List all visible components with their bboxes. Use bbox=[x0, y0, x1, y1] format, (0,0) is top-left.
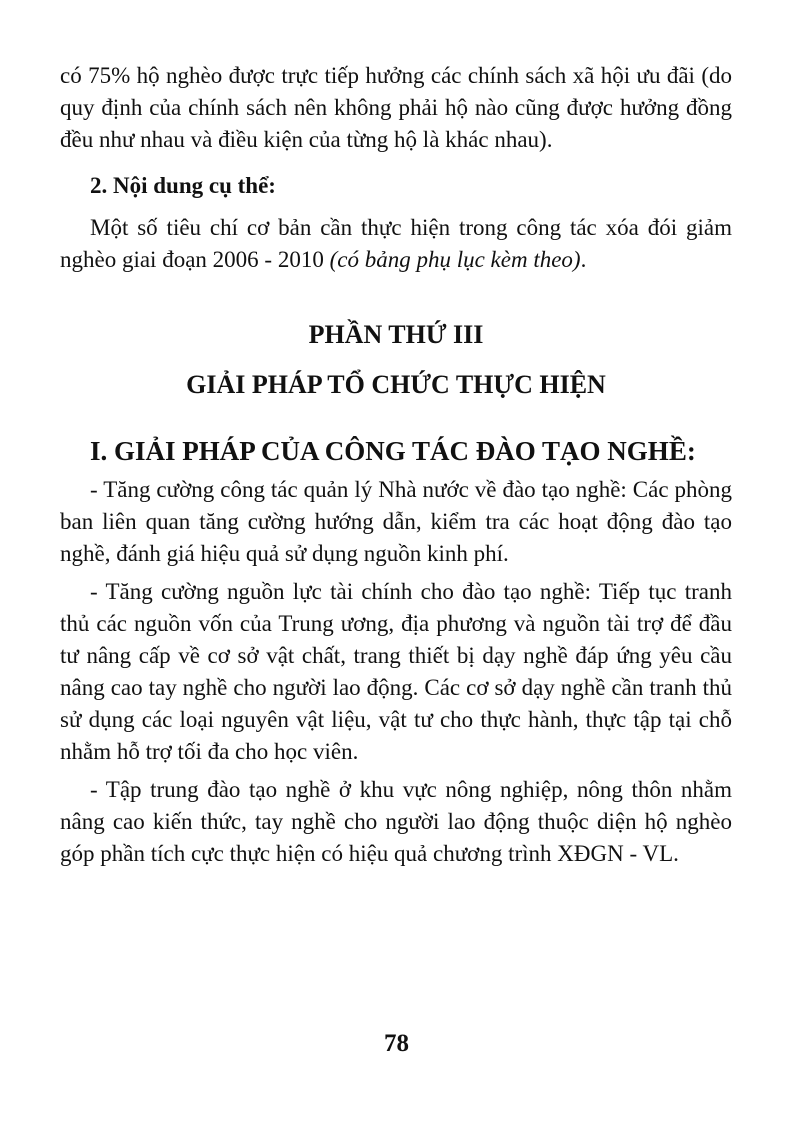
page-number: 78 bbox=[384, 1030, 409, 1057]
solution-paragraph-2: - Tăng cường nguồn lực tài chính cho đào tạo nghề: Tiếp tục tranh thủ các nguồn vốn của Trung ương, địa phương và nguồn tài trợ để đầu tư nâng cấp về cơ sở vật chất, trang thiết bị dạy nghề đáp ứng yêu cầu nâng cao tay nghề cho người lao động. Các cơ sở dạy nghề cần tranh thủ sử dụng các loại nguyên vật liệu, vật tư cho thực hành, thực tập tại chỗ nhằm hỗ trợ tối đa cho học viên. bbox=[60, 579, 732, 764]
section-title: I. GIẢI PHÁP CỦA CÔNG TÁC ĐÀO TẠO NGHỀ: bbox=[90, 436, 696, 466]
appendix-note: (có bảng phụ lục kèm theo) bbox=[329, 247, 581, 272]
solution-paragraph-3: - Tập trung đào tạo nghề ở khu vực nông nghiệp, nông thôn nhằm nâng cao kiến thức, tay nghề cho người lao động thuộc diện hộ nghèo góp phần tích cực thực hiện có hiệu quả chương trình XĐGN - VL. bbox=[60, 777, 732, 866]
document-page bbox=[60, 60, 732, 870]
part-title: PHẦN THỨ III bbox=[308, 320, 484, 349]
part-subtitle: GIẢI PHÁP TỔ CHỨC THỰC HIỆN bbox=[186, 370, 606, 399]
content-end: . bbox=[580, 247, 587, 272]
content-paragraph bbox=[60, 212, 732, 276]
continuation-paragraph: có 75% hộ nghèo được trực tiếp hưởng các chính sách xã hội ưu đãi (do quy định của chính sách nên không phải hộ nào cũng được hưởng đồng đều như nhau và điều kiện của từng hộ là khác nhau). bbox=[60, 63, 732, 152]
subheading-content: 2. Nội dung cụ thể: bbox=[90, 173, 276, 198]
solution-paragraph-1: - Tăng cường công tác quản lý Nhà nước về đào tạo nghề: Các phòng ban liên quan tăng cường hướng dẫn, kiểm tra các hoạt động đào tạo nghề, đánh giá hiệu quả sử dụng nguồn kinh phí. bbox=[60, 477, 732, 566]
content-text: Một số tiêu chí cơ bản cần thực hiện trong công tác xóa đói giảm nghèo giai đoạn 2006 - 2010 bbox=[60, 215, 732, 272]
